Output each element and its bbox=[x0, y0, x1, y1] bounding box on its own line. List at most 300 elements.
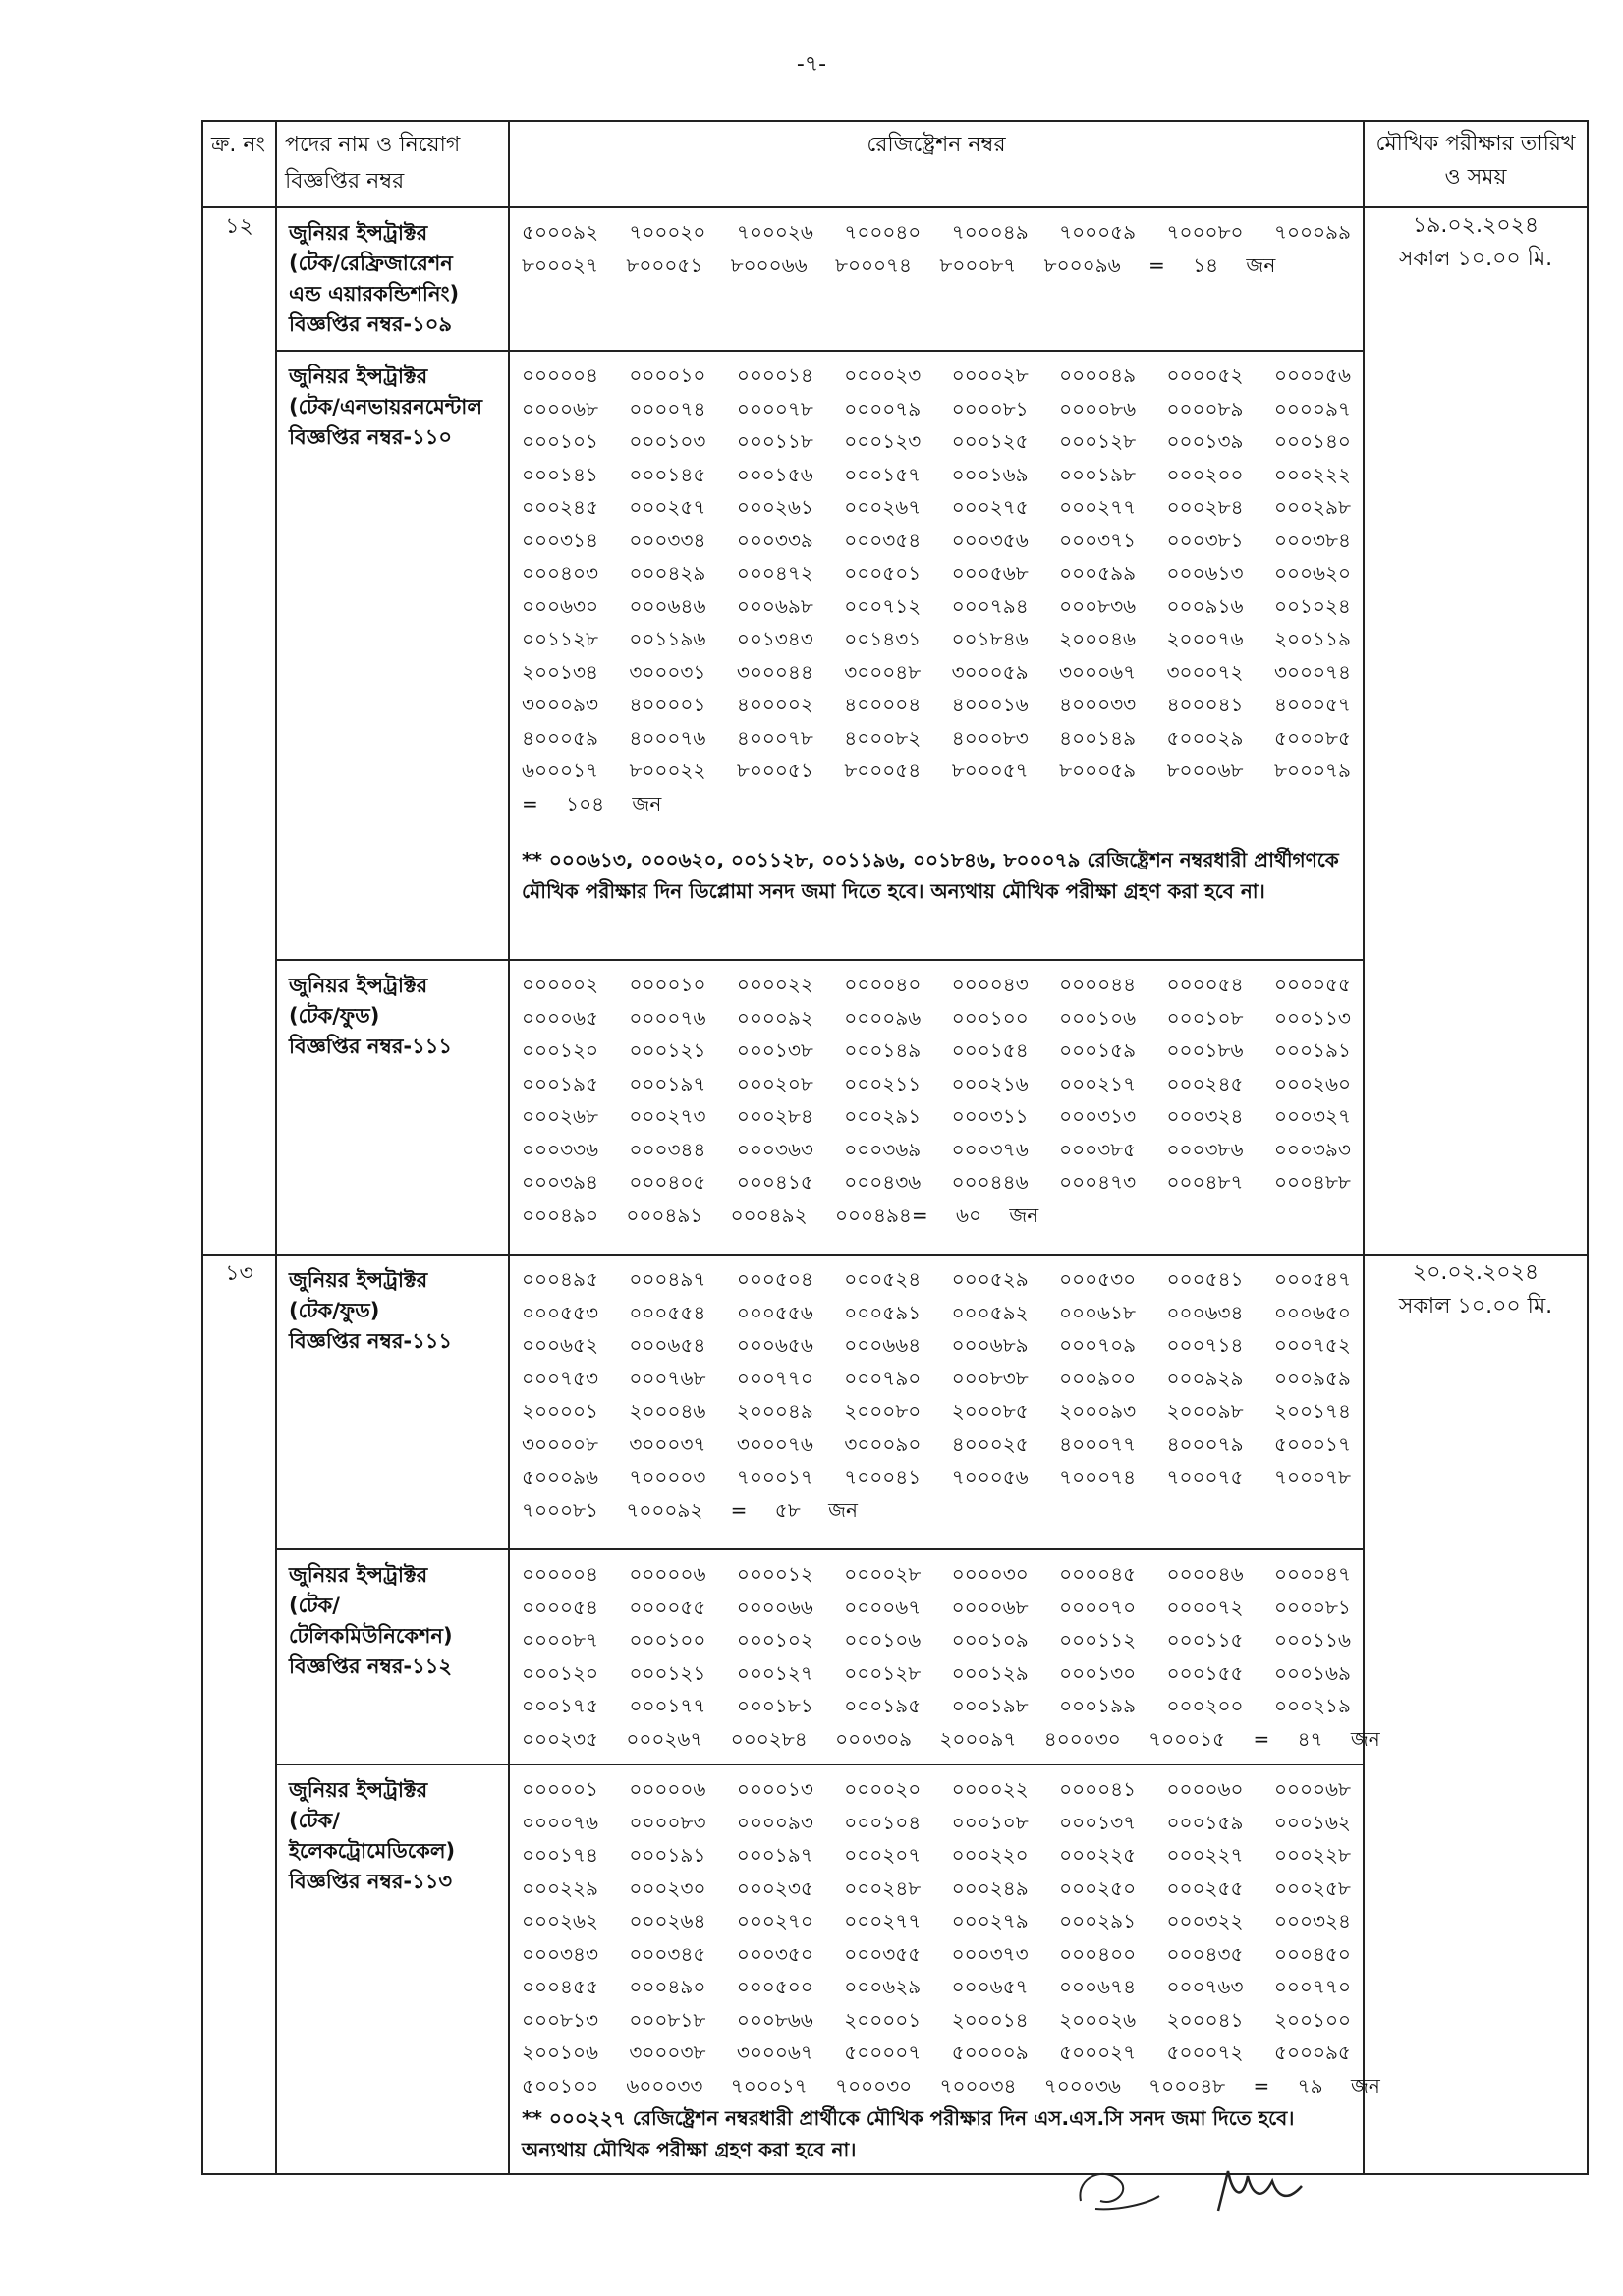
registration-number: ০০০৫৫৩ bbox=[522, 1300, 598, 1324]
registration-row bbox=[522, 1971, 1351, 2004]
registration-number: ০০০১০১ bbox=[522, 429, 598, 453]
registration-number: ০০০১৪৫ bbox=[629, 462, 706, 486]
registration-number: ০০০৮৩৮ bbox=[951, 1366, 1029, 1390]
registration-number: ০০১৮৪৬ bbox=[951, 627, 1029, 650]
registration-number: ০০০৫৯২ bbox=[951, 1300, 1029, 1324]
registration-number: ০০০৪৮৮ bbox=[1273, 1170, 1351, 1194]
registration-row bbox=[522, 722, 1351, 756]
registration-number: ০০০১৫৯ bbox=[1166, 1810, 1244, 1834]
interview-time: সকাল ১০.০০ মি. bbox=[1398, 1294, 1553, 1318]
registration-number: ০০০২৫৫ bbox=[1166, 1876, 1244, 1900]
registration-number: ০০০২৭৩ bbox=[629, 1104, 706, 1128]
registration-number: ২০০০২৬ bbox=[1059, 2007, 1137, 2032]
registration-number: ০০০০৯৩ bbox=[736, 1810, 813, 1834]
registration-number: ৩০০০৪৮ bbox=[844, 659, 922, 684]
registration-cell bbox=[509, 207, 1364, 351]
registration-number: ২০০১০৬ bbox=[522, 2041, 598, 2064]
registration-number: ০০০৩৭৬ bbox=[951, 1137, 1029, 1161]
registration-number: ০০০১৯৮ bbox=[951, 1694, 1029, 1717]
registration-number: ০০০০০১ bbox=[522, 1777, 598, 1801]
registration-number: ০০০৩৩৬ bbox=[522, 1137, 599, 1161]
registration-number: ০০০৪৮৭ bbox=[1166, 1170, 1244, 1194]
registration-cell bbox=[509, 351, 1364, 960]
registration-number: ০০০০৪৪ bbox=[1059, 973, 1137, 996]
registration-row bbox=[522, 1592, 1351, 1625]
registration-number: ০০০১৯৭ bbox=[736, 1843, 813, 1867]
registration-number: ০০০১৬৯ bbox=[951, 462, 1029, 486]
registration-number: ০০০৭৯০ bbox=[844, 1366, 922, 1390]
registration-row bbox=[522, 1624, 1351, 1657]
serial-cell: ১৩ bbox=[202, 1255, 276, 2174]
registration-number: ০০০১০৩ bbox=[629, 429, 706, 453]
registration-number: ০০০১২০ bbox=[522, 1038, 598, 1062]
registration-number: ০০০৭১২ bbox=[844, 593, 922, 618]
registration-number: ০০০০৯৬ bbox=[844, 1005, 922, 1030]
registration-number: ০০০১২০ bbox=[522, 1660, 598, 1685]
registration-row bbox=[522, 1690, 1351, 1723]
registration-number: ০০০২৯১ bbox=[1059, 1909, 1137, 1932]
registration-number: ০০০৬৭৪ bbox=[1059, 1975, 1137, 1998]
registration-number: ০০০১৪০ bbox=[1273, 429, 1351, 453]
registration-number: ৪০০০১৬ bbox=[951, 693, 1029, 716]
registration-number: ৭০০০১৭ bbox=[736, 1465, 813, 1488]
post-line: (টেক/ bbox=[289, 1809, 340, 1832]
registration-number: ০০০০৬৫ bbox=[522, 1005, 598, 1030]
registration-number: ০০০২৬১ bbox=[736, 495, 813, 519]
registration-number: ০০০১১৩ bbox=[1273, 1005, 1351, 1030]
registration-number: ০০০১০৮ bbox=[1166, 1005, 1244, 1030]
registration-number: ৪০০০০২ bbox=[736, 693, 813, 716]
registration-row bbox=[522, 1395, 1351, 1428]
registration-number: ০০০৮১৩ bbox=[522, 2007, 598, 2032]
interview-date: ২০.০২.২০২৪ bbox=[1412, 1260, 1539, 1285]
registration-number: ০০০১১৬ bbox=[1273, 1628, 1351, 1652]
post-line: বিজ্ঞপ্তির নম্বর-১১০ bbox=[289, 425, 453, 449]
registration-number: ০০০২০০ bbox=[1166, 462, 1244, 486]
registration-number: ০০০০৮৬ bbox=[1059, 396, 1137, 420]
registration-number: ০০০২৩০ bbox=[629, 1876, 706, 1900]
registration-number: ০০০৪০৫ bbox=[629, 1170, 706, 1194]
header-date: মৌখিক পরীক্ষার তারিখ ও সময় bbox=[1364, 121, 1588, 207]
post-line: বিজ্ঞপ্তির নম্বর-১১১ bbox=[289, 1035, 452, 1058]
registration-number: ৫০০০১৭ bbox=[1273, 1431, 1351, 1456]
serial-cell: ১২ bbox=[202, 207, 276, 1255]
registration-number: ০০০৮৩৬ bbox=[1059, 593, 1137, 618]
registration-number: ০০০১২৯ bbox=[951, 1660, 1029, 1685]
registration-number: ০০০৪৭৩ bbox=[1059, 1170, 1137, 1194]
registration-row bbox=[522, 557, 1351, 590]
registration-number: ০০০৩৪৫ bbox=[629, 1941, 706, 1966]
registration-number: ৮০০০২২ bbox=[629, 758, 706, 782]
registration-number: ০০০২২৮ bbox=[1273, 1843, 1351, 1867]
registration-number: ৬০০০১৭ bbox=[522, 758, 598, 782]
registration-number: ৪০০০৩৩ bbox=[1059, 693, 1137, 716]
registration-number: ০০০১০০ bbox=[629, 1628, 706, 1652]
registration-number: ৭০০০৭৪ bbox=[1059, 1465, 1137, 1488]
interview-date-cell bbox=[1364, 1255, 1588, 2174]
registration-number: ০০০৫৫৬ bbox=[736, 1300, 813, 1324]
registration-number: ০০০২৪৮ bbox=[844, 1876, 922, 1900]
registration-number: ০০০৪০৩ bbox=[522, 561, 598, 585]
registration-number: ৪০০০৮৩ bbox=[951, 725, 1029, 750]
registration-number: ০০০২০৭ bbox=[844, 1843, 922, 1867]
registration-number: ০০০০৫৪ bbox=[1166, 973, 1244, 996]
registration-number: ৭০০০৫৯ bbox=[1059, 220, 1137, 244]
registration-number: ০০০১০০ bbox=[951, 1005, 1029, 1030]
registration-number: ০০০১৯৯ bbox=[1059, 1694, 1137, 1717]
registration-number: ০০০৭৭০ bbox=[1273, 1975, 1351, 1998]
registration-cell bbox=[509, 1549, 1380, 1764]
registration-note: ** ০০০২২৭ রেজিষ্ট্রেশন নম্বরধারী প্রার্থীকে মৌখিক পরীক্ষার দিন এস.এস.সি সনদ জমা দিতে হবে। অন্যথায় মৌখিক পরীক্ষা গ্রহণ করা হবে না। bbox=[522, 2106, 1295, 2161]
registration-number: ০০০০৭৯ bbox=[844, 396, 922, 420]
registration-number: ৮০০০৬৮ bbox=[1166, 758, 1244, 782]
post-line: জুনিয়র ইন্সট্রাক্টর bbox=[289, 364, 428, 388]
registration-number: ০০০০৯৭ bbox=[1273, 396, 1351, 420]
registration-number: ০০০০৫৫ bbox=[1273, 973, 1351, 996]
registration-number: ৭০০০৪৯ bbox=[951, 220, 1029, 244]
registration-number: ০০০০৭৮ bbox=[736, 396, 813, 420]
post-line: বিজ্ঞপ্তির নম্বর-১১৩ bbox=[289, 1870, 453, 1893]
registration-number: ০০০৬৫৭ bbox=[951, 1975, 1029, 1998]
registration-number: ০০০০২২ bbox=[736, 973, 813, 996]
registration-number: ০০০৪৯০ bbox=[629, 1975, 706, 1998]
registration-number: ০০০১৫৭ bbox=[844, 462, 922, 486]
registration-number: ০০০৪৫৫ bbox=[522, 1975, 598, 1998]
registration-number: ০০০০৪৯ bbox=[1059, 364, 1137, 387]
post-line: (টেক/এনভায়রনমেন্টাল bbox=[289, 395, 482, 419]
registration-number: ০০০১৯৫ bbox=[844, 1694, 922, 1717]
registration-number: ০০১১৯৬ bbox=[629, 627, 706, 650]
registration-number: ০০০০১০ bbox=[629, 364, 706, 387]
registration-number: ০০০১৩৮ bbox=[736, 1038, 813, 1062]
registration-number: ৭০০০২০ bbox=[629, 220, 706, 244]
registration-number: ৪০০০৫৯ bbox=[522, 725, 598, 750]
registration-number: ০০০০৪৭ bbox=[1274, 1562, 1351, 1586]
registration-number: ০০০৫০৪ bbox=[736, 1267, 813, 1291]
registration-number: ০০০০৮৭ bbox=[522, 1628, 598, 1652]
registration-row bbox=[522, 969, 1351, 1002]
registration-number: ২০০০১৪ bbox=[951, 2007, 1029, 2032]
registration-number: ০০০০৭৪ bbox=[629, 396, 706, 420]
registration-row bbox=[522, 1134, 1351, 1167]
registration-number: ০০০০৪০ bbox=[844, 973, 922, 996]
registration-number: ০০০০৪৫ bbox=[1059, 1562, 1137, 1586]
registration-number: ০০০৭১৪ bbox=[1166, 1333, 1244, 1357]
registration-number: ০০০৯২৯ bbox=[1166, 1366, 1244, 1390]
table-row bbox=[202, 207, 1588, 351]
registration-number: ৪০০০৭৭ bbox=[1059, 1431, 1137, 1456]
registration-number: ০০০২৬০ bbox=[1273, 1071, 1351, 1095]
registration-number: ০০০৫২৪ bbox=[844, 1267, 922, 1291]
registration-number: ২০০১৭৪ bbox=[1274, 1399, 1351, 1423]
registration-number: ৩০০০৩১ bbox=[629, 659, 706, 684]
registration-number: ৮০০০৫৭ bbox=[951, 758, 1029, 782]
registration-number: ০০১৪৩১ bbox=[844, 627, 922, 650]
registration-number: ০০০৪৩৫ bbox=[1166, 1941, 1244, 1966]
registration-number: ০০০৭৯৪ bbox=[951, 593, 1029, 618]
registration-number: ৩০০০৪৪ bbox=[736, 659, 813, 684]
registration-number: ০০০২২০ bbox=[951, 1843, 1029, 1867]
registration-row bbox=[522, 1461, 1351, 1494]
registration-number: ০০০২১৬ bbox=[951, 1071, 1029, 1095]
registration-number: ০০০৬৪৬ bbox=[629, 593, 706, 618]
registration-number: ০০০৭৬৮ bbox=[629, 1366, 706, 1390]
registration-number: ৩০০০০৮ bbox=[522, 1431, 598, 1456]
registration-number: ৩০০০৩৭ bbox=[629, 1431, 706, 1456]
registration-number: ০০০১৬২ bbox=[1273, 1810, 1351, 1834]
registration-number: ০০০১৫৫ bbox=[1166, 1660, 1244, 1685]
registration-row bbox=[522, 459, 1351, 492]
registration-number: ০০০৬৩০ bbox=[522, 593, 599, 618]
registration-number: ৩০০০৭৬ bbox=[736, 1431, 813, 1456]
registration-number: ০০০০৭৬ bbox=[629, 1005, 706, 1030]
header-serial: ক্র. নং bbox=[202, 121, 276, 207]
registration-number: ০০০২১১ bbox=[844, 1071, 922, 1095]
registration-number: ৪০০০৭৮ bbox=[736, 725, 813, 750]
registration-number: ৩০০০৬৭ bbox=[736, 2041, 813, 2064]
registration-number: ৫০০০৯২ bbox=[522, 220, 598, 244]
registration-row bbox=[522, 656, 1351, 690]
registration-row bbox=[522, 1166, 1351, 1200]
registration-number: ০০০১৪১ bbox=[522, 462, 598, 486]
registration-row bbox=[522, 1263, 1351, 1297]
registration-number: ০০০৩২৭ bbox=[1273, 1104, 1351, 1128]
registration-number: ৮০০০৫৯ bbox=[1059, 758, 1137, 782]
registration-number: ০০০২২২ bbox=[1273, 462, 1351, 486]
registration-row bbox=[522, 1839, 1351, 1873]
registration-number: ৫০০০৯৬ bbox=[522, 1465, 598, 1488]
registration-number: ৩০০০৯০ bbox=[844, 1431, 922, 1456]
post-cell bbox=[276, 1764, 509, 2174]
registration-number: ০০০৩৩৯ bbox=[736, 528, 813, 552]
registration-number: ০০০১৯১ bbox=[1273, 1038, 1351, 1062]
registration-row: ০০০২৩৫ ০০০২৬৭ ০০০২৮৪ ০০০৩০৯ ২০০০৯৭ ৪০০০৩০ ৭০০০১৫ = ৪৭ জন bbox=[522, 1726, 1380, 1751]
registration-number: ৭০০০২৬ bbox=[736, 220, 813, 244]
registration-number: ০০০০৭৬ bbox=[522, 1810, 599, 1834]
registration-row bbox=[522, 590, 1351, 624]
post-cell bbox=[276, 207, 509, 351]
registration-number: ০০০৭৬৩ bbox=[1166, 1975, 1244, 1998]
registration-number: ০০০৫০১ bbox=[844, 561, 922, 585]
registration-number: ০০০১৩৯ bbox=[1166, 429, 1244, 453]
registration-number: ০০০০৪৬ bbox=[1166, 1562, 1244, 1586]
registration-row: ০০০৪৯০ ০০০৪৯১ ০০০৪৯২ ০০০৪৯৪= ৬০ জন bbox=[522, 1203, 1039, 1227]
registration-number: ০০০০৬৭ bbox=[844, 1595, 922, 1619]
registration-number: ০০০৩৫৫ bbox=[844, 1941, 922, 1966]
registration-row bbox=[522, 1068, 1351, 1101]
registration-number: ০০০৪১৫ bbox=[736, 1170, 813, 1194]
registration-number: ২০০০৯৩ bbox=[1059, 1399, 1137, 1423]
registration-number: ০০০৯৫৯ bbox=[1273, 1366, 1351, 1390]
registration-number: ০০০৬৩৪ bbox=[1166, 1300, 1244, 1324]
registration-number: ০০০৫৯১ bbox=[844, 1300, 922, 1324]
registration-number: ০০০৪৪৬ bbox=[951, 1170, 1029, 1194]
registration-number: ০০০২২৯ bbox=[522, 1876, 598, 1900]
registration-number: ০০০৭৫৩ bbox=[522, 1366, 598, 1390]
registration-number: ০০০৩৮১ bbox=[1166, 528, 1244, 552]
registration-number: ৭০০০০৩ bbox=[629, 1465, 706, 1488]
post-line: জুনিয়র ইন্সট্রাক্টর bbox=[289, 974, 428, 997]
registration-number: ০০০০৬০ bbox=[1166, 1777, 1244, 1801]
registration-number: ০০০১০৬ bbox=[844, 1628, 922, 1652]
registration-number: ০০০০২৮ bbox=[844, 1562, 922, 1586]
registration-number: ০০০৫২৯ bbox=[951, 1267, 1029, 1291]
registration-number: ২০০০৮০ bbox=[844, 1399, 922, 1423]
registration-number: ০০০০৭০ bbox=[1059, 1595, 1137, 1619]
registration-number: ০০০১২৮ bbox=[844, 1660, 922, 1685]
registration-number: ৪০০০০১ bbox=[629, 693, 706, 716]
registration-row bbox=[522, 755, 1351, 788]
registration-row bbox=[522, 1558, 1351, 1592]
registration-number: ০০০১৩৭ bbox=[1059, 1810, 1137, 1834]
registration-row bbox=[522, 1002, 1351, 1036]
registration-row bbox=[522, 2037, 1351, 2070]
registration-number: ০০০৫০০ bbox=[736, 1975, 813, 1998]
registration-number: ২০০০৪৬ bbox=[629, 1399, 706, 1423]
registration-number: ০০০৯১৬ bbox=[1166, 593, 1244, 618]
post-line: এন্ড এয়ারকন্ডিশনিং) bbox=[289, 282, 460, 306]
registration-number: ০০০৩৮৫ bbox=[1059, 1137, 1137, 1161]
registration-number: ০০০২৩৫ bbox=[736, 1876, 813, 1900]
registration-number: ৫০০০২৯ bbox=[1166, 725, 1244, 750]
registration-number: ৩০০০৬৭ bbox=[1059, 659, 1137, 684]
registration-row bbox=[522, 360, 1351, 393]
registration-number: ০০০২৫৮ bbox=[1273, 1876, 1351, 1900]
registration-number: ০০০০৮১ bbox=[951, 396, 1029, 420]
registration-number: ৫০০০৮৫ bbox=[1273, 725, 1351, 750]
registration-number: ০০০৫৪১ bbox=[1166, 1267, 1244, 1291]
registration-number: ০০০৭৭০ bbox=[736, 1366, 813, 1390]
registration-number: ০০০০৬৮ bbox=[1273, 1777, 1351, 1801]
registration-row: ৭০০০৮১ ৭০০০৯২ = ৫৮ জন bbox=[522, 1497, 858, 1522]
registration-number: ০০০১২৭ bbox=[736, 1660, 813, 1685]
registration-number: ০০০০৫২ bbox=[1166, 364, 1244, 387]
registration-number: ০০০৪৫০ bbox=[1273, 1941, 1351, 1966]
registration-number: ০০০২৯৮ bbox=[1273, 495, 1351, 519]
header-post: পদের নাম ও নিয়োগ বিজ্ঞপ্তির নম্বর bbox=[276, 121, 509, 207]
registration-number: ০০০৪৭২ bbox=[736, 561, 813, 585]
registration-number: ০০১০২৪ bbox=[1273, 593, 1351, 618]
registration-number: ৩০০০৯৩ bbox=[522, 693, 598, 716]
registration-number: ৭০০০৮০ bbox=[1166, 220, 1244, 244]
interview-date-cell bbox=[1364, 207, 1588, 1255]
registration-number: ০০০২৪৯ bbox=[951, 1876, 1029, 1900]
post-line: বিজ্ঞপ্তির নম্বর-১১২ bbox=[289, 1654, 453, 1678]
registration-number: ০০০৩৮৪ bbox=[1274, 528, 1351, 552]
post-line: বিজ্ঞপ্তির নম্বর-১০৯ bbox=[289, 312, 453, 336]
registration-number: ২০০০৪৯ bbox=[736, 1399, 813, 1423]
registration-number: ২০০১৩৪ bbox=[522, 659, 598, 684]
registration-number: ৪০০০৪১ bbox=[1166, 693, 1244, 716]
registration-number: ০০০৬৫৪ bbox=[629, 1333, 706, 1357]
registration-number: ০০০৪৯৭ bbox=[629, 1267, 706, 1291]
registration-number: ০০০২০০ bbox=[1166, 1694, 1244, 1717]
post-cell bbox=[276, 960, 509, 1255]
post-line: ইলেকট্রোমেডিকেল) bbox=[289, 1839, 456, 1863]
registration-number: ২০০০০১ bbox=[844, 2007, 922, 2032]
registration-number: ২০০১০০ bbox=[1274, 2007, 1351, 2032]
registration-row bbox=[522, 425, 1351, 459]
registration-number: ৫০০০৯৫ bbox=[1273, 2041, 1351, 2064]
registration-number: ০০০০৮১ bbox=[1273, 1595, 1351, 1619]
post-line: জুনিয়র ইন্সট্রাক্টর bbox=[289, 221, 428, 245]
registration-number: ০০০২৫০ bbox=[1059, 1876, 1137, 1900]
registration-number: ০০০১৯৭ bbox=[629, 1071, 706, 1095]
registration-number: ০০০৪০০ bbox=[1059, 1941, 1137, 1966]
registration-number: ৩০০০৭৪ bbox=[1273, 659, 1351, 684]
registration-number: ০০০০২২ bbox=[951, 1777, 1029, 1801]
registration-cell bbox=[509, 960, 1364, 1255]
registration-number: ০০০১৬৯ bbox=[1273, 1660, 1351, 1685]
registration-number: ০০০৩৪৩ bbox=[522, 1941, 598, 1966]
registration-number: ০০০২৬৮ bbox=[522, 1104, 598, 1128]
post-cell bbox=[276, 1255, 509, 1549]
registration-number: ৭০০০৫৬ bbox=[951, 1465, 1029, 1488]
registration-number: ৮০০০৫১ bbox=[736, 758, 813, 782]
registration-number: ০০০০৫৫ bbox=[629, 1595, 706, 1619]
registration-row bbox=[522, 689, 1351, 722]
registration-number: ০০০০২০ bbox=[844, 1777, 922, 1801]
registration-number: ৭০০০৯৯ bbox=[1273, 220, 1351, 244]
registration-number: ০০০০৮৯ bbox=[1166, 396, 1244, 420]
registration-number: ০০০৫৩০ bbox=[1059, 1267, 1137, 1291]
registration-number: ০০০১০৪ bbox=[844, 1810, 922, 1834]
registration-number: ০০০১৪৯ bbox=[844, 1038, 922, 1062]
registration-number: ০০০১২৫ bbox=[951, 429, 1029, 453]
registration-number: ০০০২২৫ bbox=[1059, 1843, 1137, 1867]
post-line: (টেক/ bbox=[289, 1594, 340, 1617]
table-row bbox=[202, 1255, 1588, 1549]
post-line: (টেক/ফুড) bbox=[289, 1299, 380, 1322]
registration-number: ০০০০৬৬ bbox=[736, 1595, 813, 1619]
registration-cell bbox=[509, 1255, 1364, 1549]
registration-number: ০০০৬৯৮ bbox=[736, 593, 813, 618]
registration-row bbox=[522, 1657, 1351, 1691]
registration-number: ০০০৩২৪ bbox=[1166, 1104, 1244, 1128]
registration-number: ৭০০০৭৫ bbox=[1166, 1465, 1244, 1488]
registration-number: ০০০৩৭৩ bbox=[951, 1941, 1029, 1966]
registration-number: ৩০০০৩৮ bbox=[629, 2041, 706, 2064]
registration-number: ০০০১৭৭ bbox=[629, 1694, 706, 1717]
table-header-row bbox=[202, 121, 1588, 207]
registration-row bbox=[522, 623, 1351, 656]
registration-number: ৪০০১৪৯ bbox=[1059, 725, 1137, 750]
registration-number: ২০০০৮৫ bbox=[951, 1399, 1029, 1423]
registration-number: ০০০০৯২ bbox=[736, 1005, 813, 1030]
registration-number: ০০০৩৭১ bbox=[1059, 528, 1137, 552]
post-line: বিজ্ঞপ্তির নম্বর-১১১ bbox=[289, 1329, 452, 1353]
registration-number: ০০০০০৬ bbox=[629, 1562, 706, 1586]
registration-number: ০০০০১০ bbox=[629, 973, 706, 996]
header-registration: রেজিষ্ট্রেশন নম্বর bbox=[509, 121, 1364, 207]
registration-number: ০০০৫৯৯ bbox=[1059, 561, 1137, 585]
registration-number: ০০০৪৯৫ bbox=[522, 1267, 598, 1291]
registration-number: ০০০১৯৮ bbox=[1059, 462, 1136, 486]
registration-number: ০০০০২৩ bbox=[844, 364, 922, 387]
registration-number: ০০০০২৮ bbox=[951, 364, 1029, 387]
registration-number: ০০০১৯৫ bbox=[522, 1071, 598, 1095]
registration-row bbox=[522, 216, 1351, 250]
registration-number: ০০০১১২ bbox=[1059, 1628, 1137, 1652]
registration-row bbox=[522, 1100, 1351, 1134]
registration-row bbox=[522, 393, 1351, 426]
registration-number: ৫০০০৭২ bbox=[1166, 2041, 1244, 2064]
registration-number: ০০১৩৪৩ bbox=[736, 627, 813, 650]
registration-number: ০০০০৬৮ bbox=[951, 1595, 1029, 1619]
registration-number: ০০০৮১৮ bbox=[629, 2007, 706, 2032]
registration-row bbox=[522, 525, 1351, 558]
registration-number: ০০০৫৬৮ bbox=[951, 561, 1029, 585]
